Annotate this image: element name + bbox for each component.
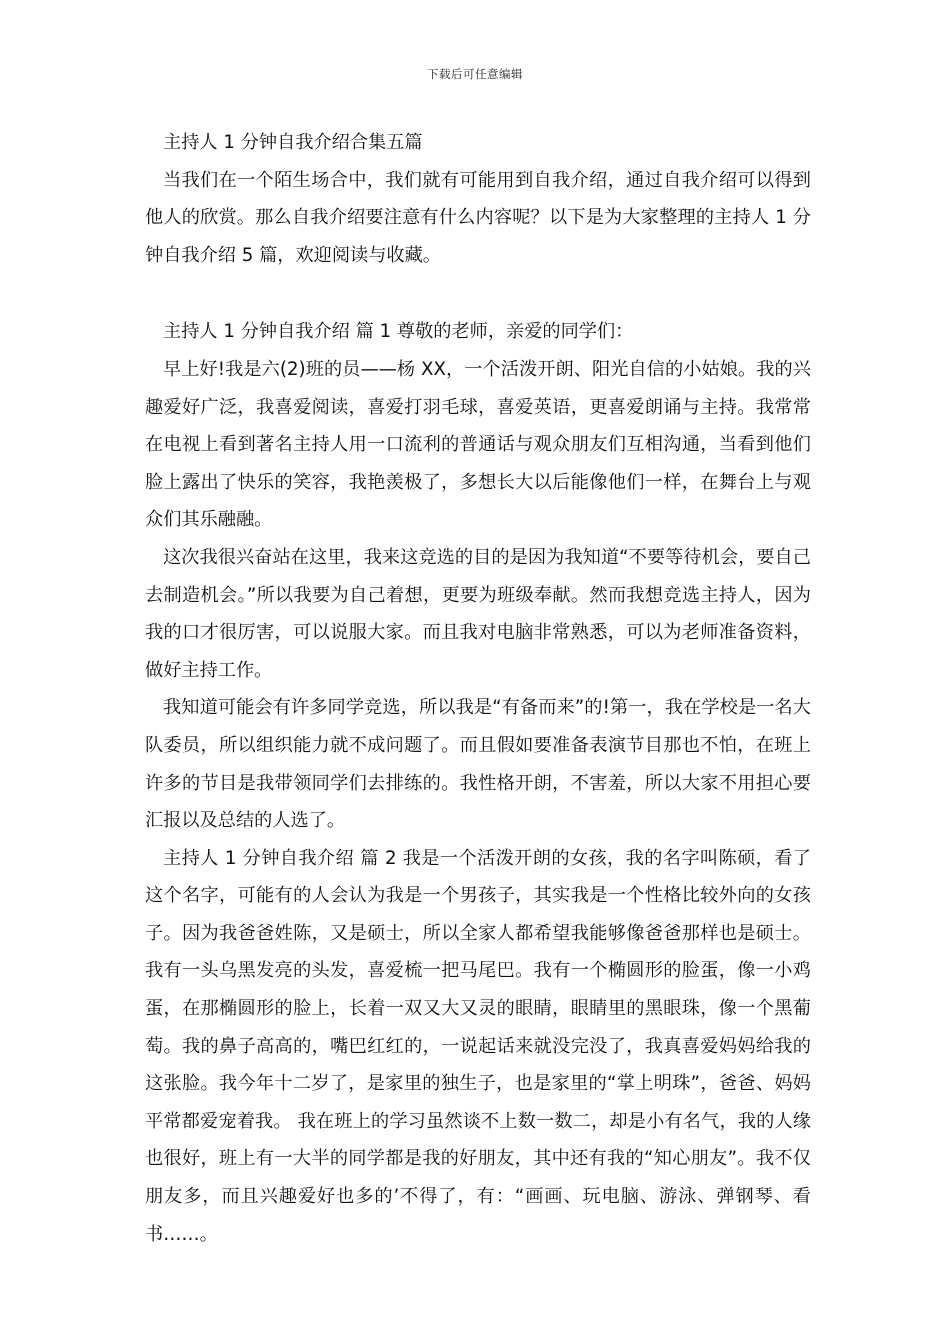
section1-paragraph-2: 这次我很兴奋站在这里，我来这竞选的目的是因为我知道“不要等待机会，要自己去制造机会。”所以我要为自己着想，更要为班级奉献。然而我想竞选主持人，因为我的口才很厉害，可以说服大家。而且我对电脑非常熟悉，可以为老师准备资料，做好主持工作。 <box>145 546 811 681</box>
section1-heading: 主持人 1 分钟自我介绍 篇 1 尊敬的老师，亲爱的同学们： <box>163 321 634 343</box>
section1-paragraph-3: 我知道可能会有许多同学竞选，所以我是“有备而来”的!第一，我在学校是一名大队委员，所以组织能力就不成问题了。而且假如要准备表演节目那也不怕，在班上许多的节目是我带领同学们去排练的。我性格开朗，不害羞，所以大家不用担心要汇报以及总结的人选了。 <box>145 697 811 832</box>
paragraph-gap <box>145 274 811 313</box>
intro-paragraph: 当我们在一个陌生场合中，我们就有可能用到自我介绍，通过自我介绍可以得到他人的欣赏。那么自我介绍要注意有什么内容呢？以下是为大家整理的主持人 1 分钟自我介绍 5 篇，欢迎阅读与收藏。 <box>145 169 811 266</box>
document-body <box>145 124 817 1253</box>
document-title: 主持人 1 分钟自我介绍合集五篇 <box>163 132 423 153</box>
section1-paragraph-1: 早上好!我是六(2)班的员——杨 XX，一个活泼开朗、阳光自信的小姑娘。我的兴趣爱好广泛，我喜爱阅读，喜爱打羽毛球，喜爱英语，更喜爱朗诵与主持。我常常在电视上看到著名主持人用一口流利的普通话与观众朋友们互相沟通，当看到他们脸上露出了快乐的笑容，我艳羡极了，多想长大以后能像他们一样，在舞台上与观众们其乐融融。 <box>145 358 811 531</box>
page-header: 下载后可任意编辑 <box>427 67 523 81</box>
section2-paragraph-1: 主持人 1 分钟自我介绍 篇 2 我是一个活泼开朗的女孩，我的名字叫陈硕，看了这个名字，可能有的人会认为我是一个男孩子，其实我是一个性格比较外向的女孩子。因为我爸爸姓陈，又是硕士，所以全家人都希望我能够像爸爸那样也是硕士。 我有一头乌黑发亮的头发，喜爱梳一把马尾巴。我有一个椭圆形的脸蛋，像一小鸡蛋，在那椭圆形的脸上，长着一双又大又灵的眼睛，眼睛里的黑眼珠，像一个黑葡萄。我的鼻子高高的，嘴巴红红的，一说起话来就没完没了，我真喜爱妈妈给我的这张脸。我今年十二岁了，是家里的独生子，也是家里的“掌上明珠”，爸爸、妈妈平常都爱宠着我。 我在班上的学习虽然谈不上数一数二，却是小有名气，我的人缘也很好，班上有一大半的同学都是我的好朋友，其中还有我的“知心朋友”。我不仅朋友多，而且兴趣爱好也多的’不得了，有：“画画、玩电脑、游泳、弹钢琴、看书……。 <box>145 847 817 1245</box>
